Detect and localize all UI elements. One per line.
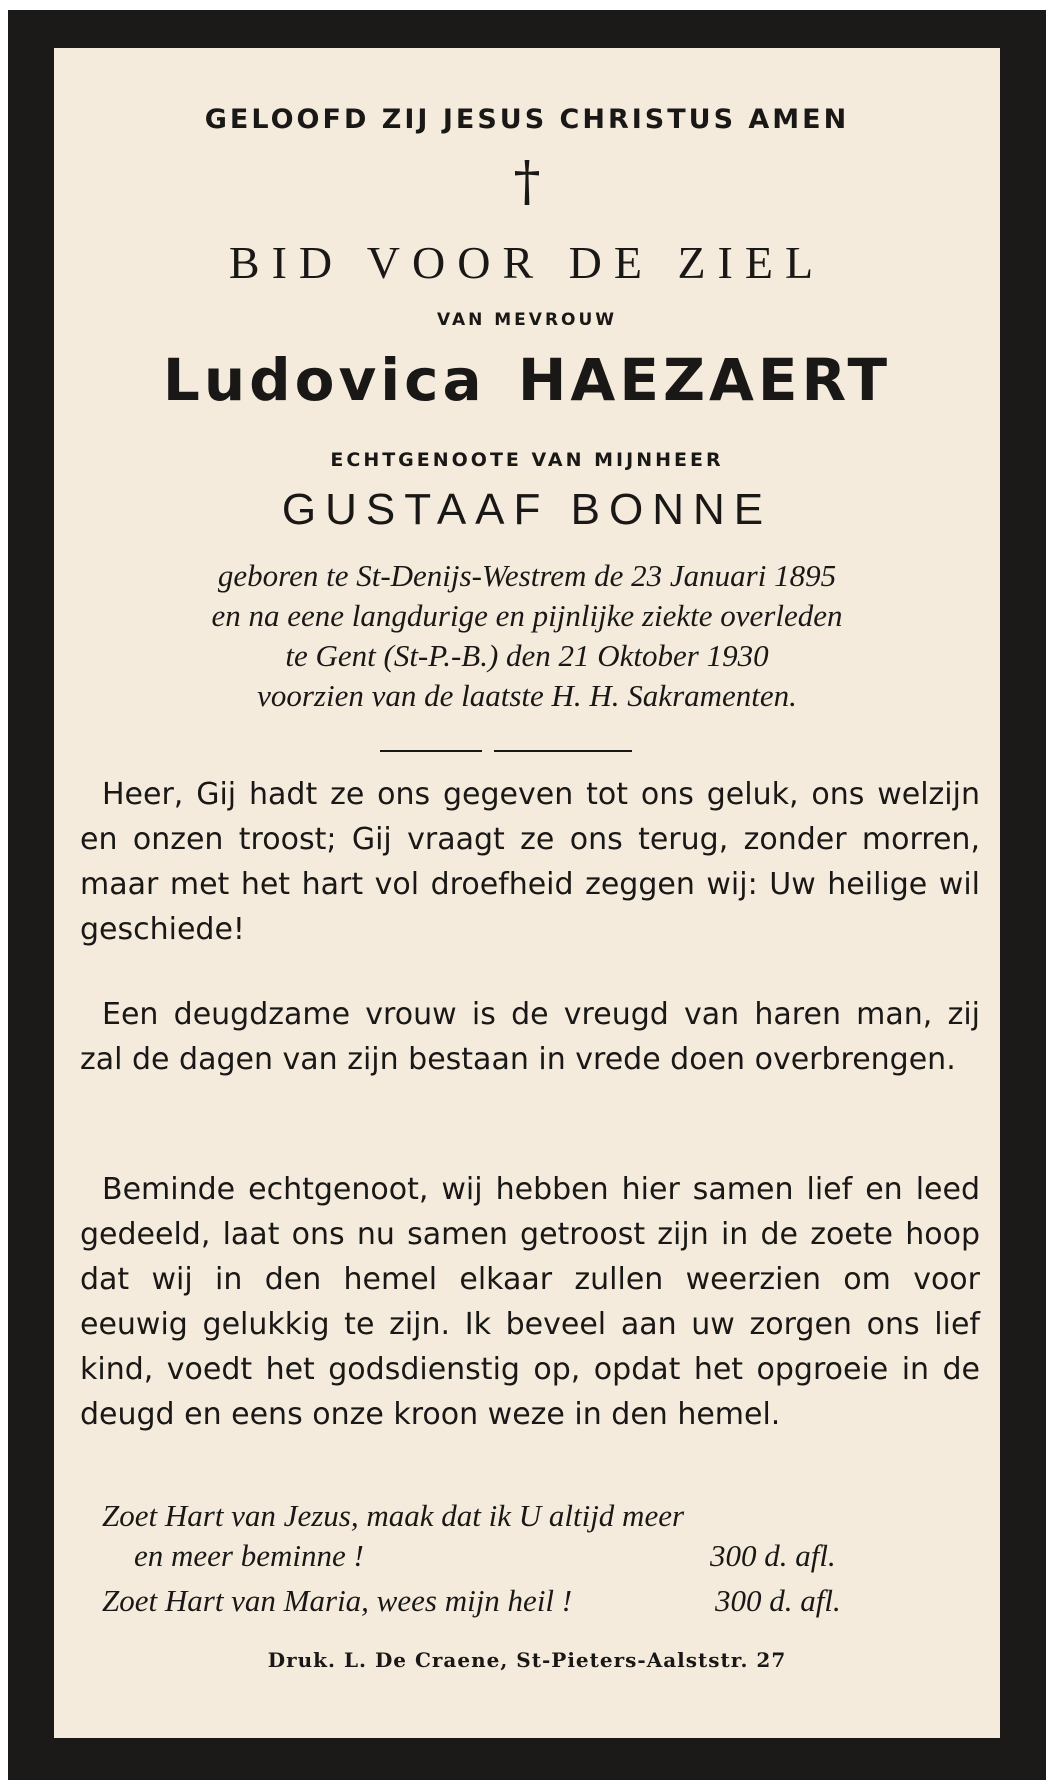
of-madam-label: VAN MEVROUW (436, 310, 618, 330)
paragraph-virtuous-wife: Een deugdzame vrouw is de vreugd van haren man, zij zal de dagen van zijn bestaan in vrede doen overbrengen. (80, 997, 980, 1077)
paragraph-farewell: Beminde echtgenoot, wij hebben hier samen lief en leed gedeeld, laat ons nu samen getroost zijn in de zoete hoop dat wij in den hemel elkaar zullen weerzien om voor eeuwig gelukkig te zijn. Ik beveel aan uw zorgen ons lief kind, voedt het godsdienstig op, opdat het opgroeie in de deugd en eens onze kroon weze in den hemel. (80, 1172, 980, 1432)
prayer-maria-line: Zoet Hart van Maria, wees mijn heil ! (102, 1583, 573, 1618)
bio-line: geboren te St-Denijs-Westrem de 23 Januari 1895 (217, 558, 837, 593)
prayer-maria-indulgence: 300 d. afl. (715, 1583, 841, 1618)
divider-left (380, 750, 482, 752)
prayer-jesus-indulgence: 300 d. afl. (710, 1538, 836, 1573)
bio-line: te Gent (St-P.-B.) den 21 Oktober 1930 (285, 638, 769, 673)
bio-line: en na eene langdurige en pijnlijke ziekte overleden (211, 598, 843, 633)
spouse-name: GUSTAAF BONNE (281, 485, 773, 534)
deceased-name: Ludovica HAEZAERT (162, 346, 892, 414)
spouse-of-label: ECHTGENOOTE VAN MIJNHEER (330, 449, 724, 471)
printer-imprint: Druk. L. De Craene, St-Pieters-Aalststr. 27 (267, 1648, 787, 1672)
pray-heading: BID VOOR DE ZIEL (228, 237, 826, 288)
paragraph-prayer: Heer, Gij hadt ze ons gegeven tot ons geluk, ons welzijn en onzen troost; Gij vraagt ze ons terug, zonder morren, maar met het hart vol droefheid zeggen wij: Uw heilige wil geschiede! (80, 777, 980, 947)
prayer-jesus-line1: Zoet Hart van Jezus, maak dat ik U altijd meer (102, 1498, 685, 1533)
cross-icon: † (513, 150, 541, 213)
memorial-card (8, 10, 1046, 1780)
prayer-jesus-line2: en meer beminne ! (134, 1538, 364, 1573)
praise-line: GELOOFD ZIJ JESUS CHRISTUS AMEN (204, 104, 850, 135)
card-paper (54, 48, 1000, 1738)
bio-line: voorzien van de laatste H. H. Sakramenten. (257, 678, 797, 713)
divider-right (494, 750, 632, 752)
